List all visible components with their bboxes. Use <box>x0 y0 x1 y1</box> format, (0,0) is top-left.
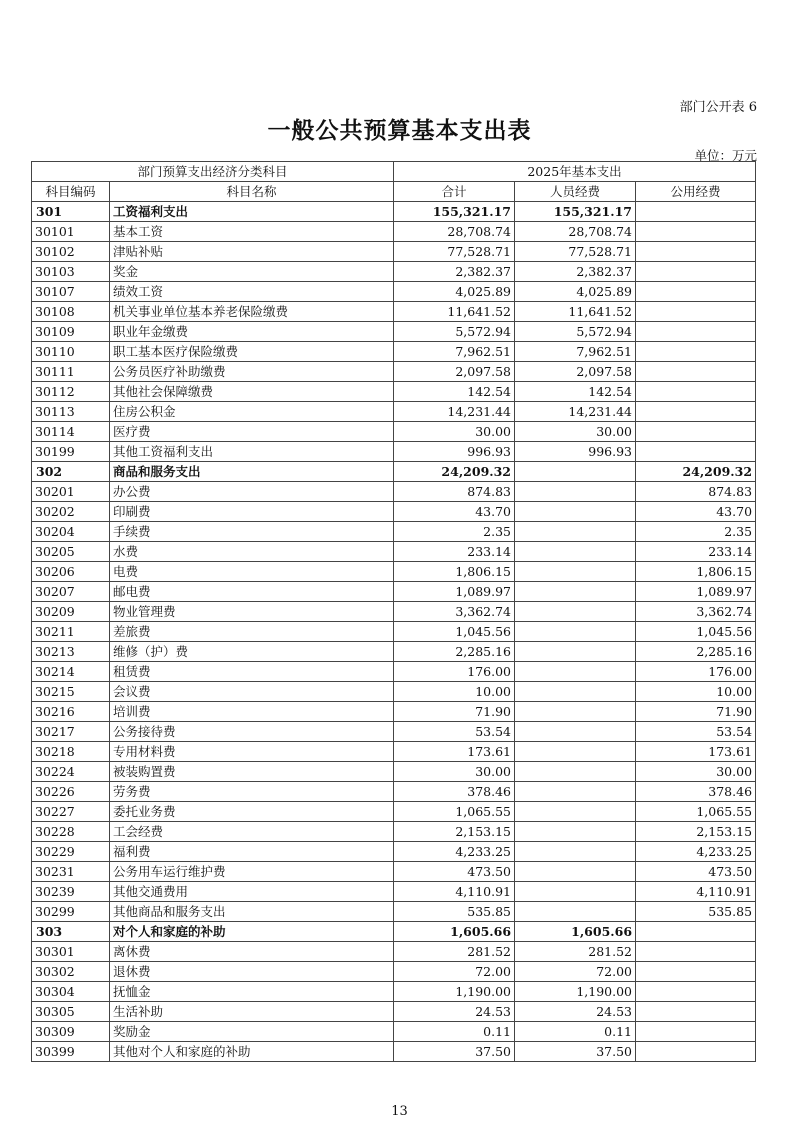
row-code: 30229 <box>32 842 110 862</box>
page-label: 部门公开表 6 <box>679 100 757 115</box>
row-total: 24,209.32 <box>394 462 515 482</box>
table-row <box>32 962 756 982</box>
table-row <box>32 942 756 962</box>
row-public <box>636 1002 756 1022</box>
table-row <box>32 462 756 482</box>
row-personnel: 0.11 <box>515 1022 636 1042</box>
table-row <box>32 442 756 462</box>
row-code: 30214 <box>32 662 110 682</box>
row-code: 30108 <box>32 302 110 322</box>
row-public <box>636 222 756 242</box>
row-public: 233.14 <box>636 542 756 562</box>
row-public: 4,233.25 <box>636 842 756 862</box>
row-name: 工会经费 <box>110 822 394 842</box>
row-total: 72.00 <box>394 962 515 982</box>
table-row <box>32 542 756 562</box>
row-code: 30211 <box>32 622 110 642</box>
row-personnel: 30.00 <box>515 422 636 442</box>
row-code: 302 <box>32 462 110 482</box>
row-total: 10.00 <box>394 682 515 702</box>
row-public <box>636 382 756 402</box>
row-total: 874.83 <box>394 482 515 502</box>
row-name: 津贴补贴 <box>110 242 394 262</box>
row-public <box>636 982 756 1002</box>
row-name: 离休费 <box>110 942 394 962</box>
table-row <box>32 562 756 582</box>
row-code: 30217 <box>32 722 110 742</box>
row-code: 30301 <box>32 942 110 962</box>
row-code: 30110 <box>32 342 110 362</box>
row-personnel <box>515 602 636 622</box>
row-personnel <box>515 502 636 522</box>
row-personnel: 7,962.51 <box>515 342 636 362</box>
row-personnel <box>515 722 636 742</box>
row-name: 其他对个人和家庭的补助 <box>110 1042 394 1062</box>
row-public: 24,209.32 <box>636 462 756 482</box>
col-public-header: 公用经费 <box>636 182 756 202</box>
col-total-header: 合计 <box>394 182 515 202</box>
row-code: 30305 <box>32 1002 110 1022</box>
row-name: 差旅费 <box>110 622 394 642</box>
row-name: 其他商品和服务支出 <box>110 902 394 922</box>
row-code: 30109 <box>32 322 110 342</box>
row-personnel: 2,382.37 <box>515 262 636 282</box>
row-personnel: 155,321.17 <box>515 202 636 222</box>
row-personnel <box>515 482 636 502</box>
row-code: 30107 <box>32 282 110 302</box>
row-code: 30213 <box>32 642 110 662</box>
row-total: 71.90 <box>394 702 515 722</box>
row-public <box>636 342 756 362</box>
row-personnel <box>515 822 636 842</box>
row-personnel: 1,190.00 <box>515 982 636 1002</box>
row-name: 租赁费 <box>110 662 394 682</box>
budget-table <box>31 161 756 1062</box>
column-header-row <box>32 182 756 202</box>
row-total: 1,190.00 <box>394 982 515 1002</box>
row-public <box>636 1042 756 1062</box>
row-personnel <box>515 842 636 862</box>
table-row <box>32 782 756 802</box>
row-personnel <box>515 782 636 802</box>
row-personnel: 142.54 <box>515 382 636 402</box>
row-code: 30302 <box>32 962 110 982</box>
row-public: 1,806.15 <box>636 562 756 582</box>
table-row <box>32 602 756 622</box>
row-name: 委托业务费 <box>110 802 394 822</box>
row-public <box>636 242 756 262</box>
row-total: 173.61 <box>394 742 515 762</box>
row-personnel <box>515 742 636 762</box>
row-name: 电费 <box>110 562 394 582</box>
table-row <box>32 1042 756 1062</box>
row-public: 10.00 <box>636 682 756 702</box>
row-name: 其他工资福利支出 <box>110 442 394 462</box>
col-personnel-header: 人员经费 <box>515 182 636 202</box>
row-name: 福利费 <box>110 842 394 862</box>
row-personnel <box>515 522 636 542</box>
row-total: 2,382.37 <box>394 262 515 282</box>
row-code: 30112 <box>32 382 110 402</box>
row-total: 30.00 <box>394 762 515 782</box>
row-total: 1,605.66 <box>394 922 515 942</box>
row-name: 印刷费 <box>110 502 394 522</box>
row-public: 173.61 <box>636 742 756 762</box>
row-total: 28,708.74 <box>394 222 515 242</box>
row-name: 会议费 <box>110 682 394 702</box>
row-public: 176.00 <box>636 662 756 682</box>
row-name: 手续费 <box>110 522 394 542</box>
row-name: 专用材料费 <box>110 742 394 762</box>
row-public <box>636 302 756 322</box>
row-public <box>636 362 756 382</box>
row-public: 1,089.97 <box>636 582 756 602</box>
row-public: 2,153.15 <box>636 822 756 842</box>
row-code: 30231 <box>32 862 110 882</box>
row-total: 4,233.25 <box>394 842 515 862</box>
table-row <box>32 722 756 742</box>
row-public: 4,110.91 <box>636 882 756 902</box>
row-code: 30204 <box>32 522 110 542</box>
row-total: 4,110.91 <box>394 882 515 902</box>
row-name: 退休费 <box>110 962 394 982</box>
group-right-header: 2025年基本支出 <box>394 162 756 182</box>
row-code: 30228 <box>32 822 110 842</box>
row-code: 30226 <box>32 782 110 802</box>
table-row <box>32 342 756 362</box>
row-total: 14,231.44 <box>394 402 515 422</box>
row-public <box>636 922 756 942</box>
row-name: 职业年金缴费 <box>110 322 394 342</box>
page-number: 13 <box>391 1104 408 1119</box>
row-total: 1,065.55 <box>394 802 515 822</box>
row-public <box>636 402 756 422</box>
row-name: 工资福利支出 <box>110 202 394 222</box>
row-personnel: 37.50 <box>515 1042 636 1062</box>
row-code: 30114 <box>32 422 110 442</box>
table-row <box>32 902 756 922</box>
row-total: 155,321.17 <box>394 202 515 222</box>
row-public: 378.46 <box>636 782 756 802</box>
row-total: 1,089.97 <box>394 582 515 602</box>
row-code: 30207 <box>32 582 110 602</box>
row-total: 281.52 <box>394 942 515 962</box>
row-personnel <box>515 802 636 822</box>
table-row <box>32 802 756 822</box>
row-public: 1,065.55 <box>636 802 756 822</box>
row-personnel <box>515 542 636 562</box>
row-public <box>636 962 756 982</box>
page-title: 一般公共预算基本支出表 <box>267 117 532 144</box>
row-personnel <box>515 762 636 782</box>
row-code: 301 <box>32 202 110 222</box>
table-row <box>32 402 756 422</box>
row-personnel: 4,025.89 <box>515 282 636 302</box>
row-name: 基本工资 <box>110 222 394 242</box>
table-row <box>32 242 756 262</box>
table-row <box>32 842 756 862</box>
table-row <box>32 422 756 442</box>
row-name: 水费 <box>110 542 394 562</box>
row-code: 30215 <box>32 682 110 702</box>
row-personnel <box>515 642 636 662</box>
table-row <box>32 202 756 222</box>
row-name: 公务员医疗补助缴费 <box>110 362 394 382</box>
table-row <box>32 662 756 682</box>
row-personnel: 72.00 <box>515 962 636 982</box>
table-row <box>32 702 756 722</box>
unit-label: 单位：万元 <box>694 148 757 163</box>
row-personnel: 11,641.52 <box>515 302 636 322</box>
row-public: 43.70 <box>636 502 756 522</box>
table-row <box>32 1002 756 1022</box>
row-total: 1,806.15 <box>394 562 515 582</box>
row-code: 30227 <box>32 802 110 822</box>
row-name: 物业管理费 <box>110 602 394 622</box>
row-code: 30216 <box>32 702 110 722</box>
row-personnel <box>515 562 636 582</box>
row-code: 30205 <box>32 542 110 562</box>
table-row <box>32 882 756 902</box>
row-public: 2,285.16 <box>636 642 756 662</box>
row-total: 996.93 <box>394 442 515 462</box>
table-row <box>32 1022 756 1042</box>
row-public: 535.85 <box>636 902 756 922</box>
row-code: 30206 <box>32 562 110 582</box>
row-code: 30299 <box>32 902 110 922</box>
group-left-header: 部门预算支出经济分类科目 <box>32 162 394 182</box>
row-public: 874.83 <box>636 482 756 502</box>
row-personnel: 14,231.44 <box>515 402 636 422</box>
row-personnel <box>515 682 636 702</box>
row-name: 商品和服务支出 <box>110 462 394 482</box>
row-public <box>636 942 756 962</box>
row-public <box>636 202 756 222</box>
row-personnel: 5,572.94 <box>515 322 636 342</box>
row-code: 303 <box>32 922 110 942</box>
row-code: 30103 <box>32 262 110 282</box>
row-total: 473.50 <box>394 862 515 882</box>
row-code: 30309 <box>32 1022 110 1042</box>
row-name: 对个人和家庭的补助 <box>110 922 394 942</box>
row-total: 142.54 <box>394 382 515 402</box>
table-row <box>32 222 756 242</box>
row-code: 30199 <box>32 442 110 462</box>
col-code-header: 科目编码 <box>32 182 110 202</box>
row-personnel: 1,605.66 <box>515 922 636 942</box>
row-total: 535.85 <box>394 902 515 922</box>
table-row <box>32 982 756 1002</box>
row-public: 30.00 <box>636 762 756 782</box>
row-total: 2,285.16 <box>394 642 515 662</box>
row-public <box>636 442 756 462</box>
row-total: 37.50 <box>394 1042 515 1062</box>
col-name-header: 科目名称 <box>110 182 394 202</box>
table-row <box>32 502 756 522</box>
row-total: 7,962.51 <box>394 342 515 362</box>
row-personnel <box>515 622 636 642</box>
row-name: 绩效工资 <box>110 282 394 302</box>
row-total: 53.54 <box>394 722 515 742</box>
row-total: 2,153.15 <box>394 822 515 842</box>
row-code: 30209 <box>32 602 110 622</box>
row-public: 1,045.56 <box>636 622 756 642</box>
row-name: 生活补助 <box>110 1002 394 1022</box>
row-code: 30101 <box>32 222 110 242</box>
row-total: 378.46 <box>394 782 515 802</box>
row-name: 机关事业单位基本养老保险缴费 <box>110 302 394 322</box>
table-row <box>32 742 756 762</box>
row-total: 43.70 <box>394 502 515 522</box>
row-total: 5,572.94 <box>394 322 515 342</box>
row-name: 劳务费 <box>110 782 394 802</box>
table-row <box>32 922 756 942</box>
row-name: 邮电费 <box>110 582 394 602</box>
row-total: 2.35 <box>394 522 515 542</box>
row-total: 176.00 <box>394 662 515 682</box>
table-row <box>32 282 756 302</box>
table-row <box>32 622 756 642</box>
table-row <box>32 302 756 322</box>
row-public: 53.54 <box>636 722 756 742</box>
row-total: 233.14 <box>394 542 515 562</box>
row-total: 11,641.52 <box>394 302 515 322</box>
row-personnel <box>515 662 636 682</box>
table-row <box>32 762 756 782</box>
table-row <box>32 362 756 382</box>
table-row <box>32 382 756 402</box>
row-total: 2,097.58 <box>394 362 515 382</box>
row-code: 30201 <box>32 482 110 502</box>
row-name: 办公费 <box>110 482 394 502</box>
row-name: 奖励金 <box>110 1022 394 1042</box>
row-personnel: 996.93 <box>515 442 636 462</box>
row-code: 30102 <box>32 242 110 262</box>
row-public: 3,362.74 <box>636 602 756 622</box>
row-personnel: 2,097.58 <box>515 362 636 382</box>
row-personnel <box>515 462 636 482</box>
row-personnel: 77,528.71 <box>515 242 636 262</box>
row-name: 公务用车运行维护费 <box>110 862 394 882</box>
row-public <box>636 282 756 302</box>
row-name: 其他社会保障缴费 <box>110 382 394 402</box>
row-total: 3,362.74 <box>394 602 515 622</box>
row-total: 24.53 <box>394 1002 515 1022</box>
row-public: 2.35 <box>636 522 756 542</box>
table-row <box>32 682 756 702</box>
row-code: 30218 <box>32 742 110 762</box>
row-total: 4,025.89 <box>394 282 515 302</box>
row-personnel: 28,708.74 <box>515 222 636 242</box>
row-personnel <box>515 702 636 722</box>
row-name: 培训费 <box>110 702 394 722</box>
row-code: 30113 <box>32 402 110 422</box>
table-row <box>32 322 756 342</box>
row-name: 抚恤金 <box>110 982 394 1002</box>
row-name: 职工基本医疗保险缴费 <box>110 342 394 362</box>
row-personnel <box>515 862 636 882</box>
row-name: 被装购置费 <box>110 762 394 782</box>
table-row <box>32 482 756 502</box>
row-personnel <box>515 902 636 922</box>
table-row <box>32 822 756 842</box>
row-public <box>636 422 756 442</box>
row-code: 30202 <box>32 502 110 522</box>
row-total: 0.11 <box>394 1022 515 1042</box>
row-public <box>636 322 756 342</box>
table-body <box>32 162 756 1062</box>
row-total: 30.00 <box>394 422 515 442</box>
table-row <box>32 862 756 882</box>
row-personnel: 281.52 <box>515 942 636 962</box>
table-row <box>32 582 756 602</box>
row-code: 30399 <box>32 1042 110 1062</box>
row-public: 71.90 <box>636 702 756 722</box>
row-total: 1,045.56 <box>394 622 515 642</box>
group-header-row <box>32 162 756 182</box>
row-public <box>636 262 756 282</box>
row-name: 奖金 <box>110 262 394 282</box>
table-row <box>32 522 756 542</box>
row-name: 维修（护）费 <box>110 642 394 662</box>
row-name: 公务接待费 <box>110 722 394 742</box>
row-name: 其他交通费用 <box>110 882 394 902</box>
row-name: 医疗费 <box>110 422 394 442</box>
row-personnel: 24.53 <box>515 1002 636 1022</box>
row-code: 30239 <box>32 882 110 902</box>
table-row <box>32 262 756 282</box>
row-personnel <box>515 882 636 902</box>
row-code: 30111 <box>32 362 110 382</box>
row-public <box>636 1022 756 1042</box>
row-code: 30304 <box>32 982 110 1002</box>
row-name: 住房公积金 <box>110 402 394 422</box>
row-total: 77,528.71 <box>394 242 515 262</box>
row-personnel <box>515 582 636 602</box>
row-public: 473.50 <box>636 862 756 882</box>
table-row <box>32 642 756 662</box>
row-code: 30224 <box>32 762 110 782</box>
